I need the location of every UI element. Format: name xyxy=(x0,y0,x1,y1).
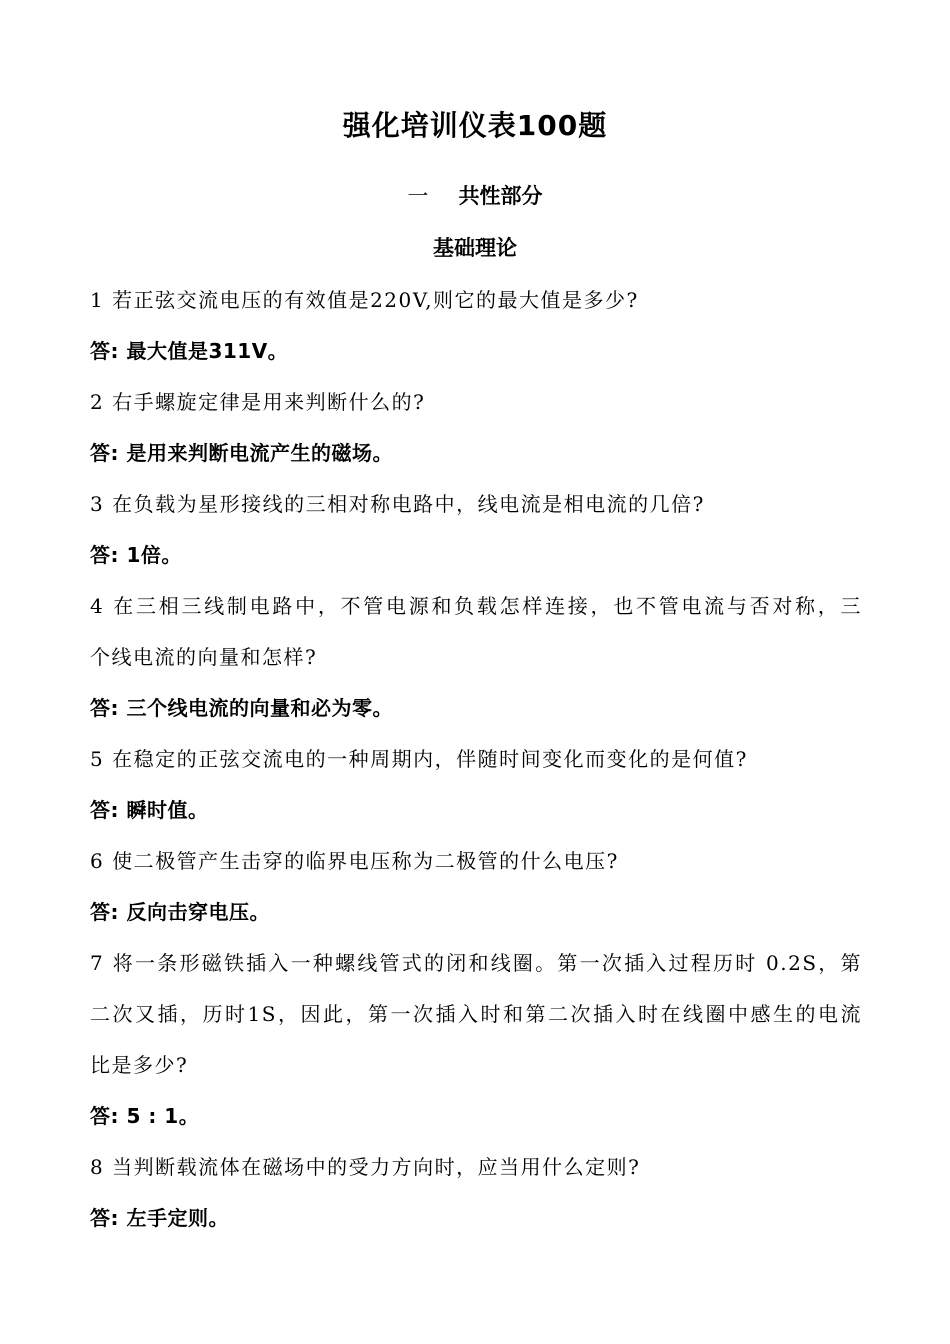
question-line: 4 在三相三线制电路中，不管电源和负载怎样连接，也不管电流与否对称，三 xyxy=(90,594,862,618)
answer-line: 答: 5 : 1。 xyxy=(90,1104,200,1128)
question-line: 6 使二极管产生击穿的临界电压称为二极管的什么电压? xyxy=(90,849,619,873)
question-line: 3 在负载为星形接线的三相对称电路中，线电流是相电流的几倍? xyxy=(90,492,705,516)
question-line: 2 右手螺旋定律是用来判断什么的? xyxy=(90,390,426,414)
question-line: 5 在稳定的正弦交流电的一种周期内，伴随时间变化而变化的是何值? xyxy=(90,747,748,771)
question-line: 比是多少? xyxy=(90,1053,189,1077)
question-line: 个线电流的向量和怎样? xyxy=(90,645,318,669)
question-line: 7 将一条形磁铁插入一种螺线管式的闭和线圈。第一次插入过程历时 0.2S，第 xyxy=(90,951,862,975)
section-number: 一 xyxy=(407,184,429,208)
answer-line: 答: 最大值是311V。 xyxy=(90,339,289,363)
answer-line: 答: 是用来判断电流产生的磁场。 xyxy=(90,441,393,465)
page-title: 强化培训仪表100题 xyxy=(342,109,608,142)
answer-line: 答: 1倍。 xyxy=(90,543,182,567)
answer-line: 答: 瞬时值。 xyxy=(90,798,209,822)
section-heading xyxy=(0,180,950,210)
answer-line: 答: 三个线电流的向量和必为零。 xyxy=(90,696,393,720)
subsection-heading: 基础理论 xyxy=(433,236,517,260)
answer-line: 答: 左手定则。 xyxy=(90,1206,229,1230)
question-line: 1 若正弦交流电压的有效值是220V,则它的最大值是多少? xyxy=(90,288,639,312)
question-line: 8 当判断载流体在磁场中的受力方向时，应当用什么定则? xyxy=(90,1155,641,1179)
question-line: 二次又插，历时1S，因此，第一次插入时和第二次插入时在线圈中感生的电流 xyxy=(90,1002,862,1026)
section-label: 共性部分 xyxy=(458,184,543,208)
answer-line: 答: 反向击穿电压。 xyxy=(90,900,270,924)
